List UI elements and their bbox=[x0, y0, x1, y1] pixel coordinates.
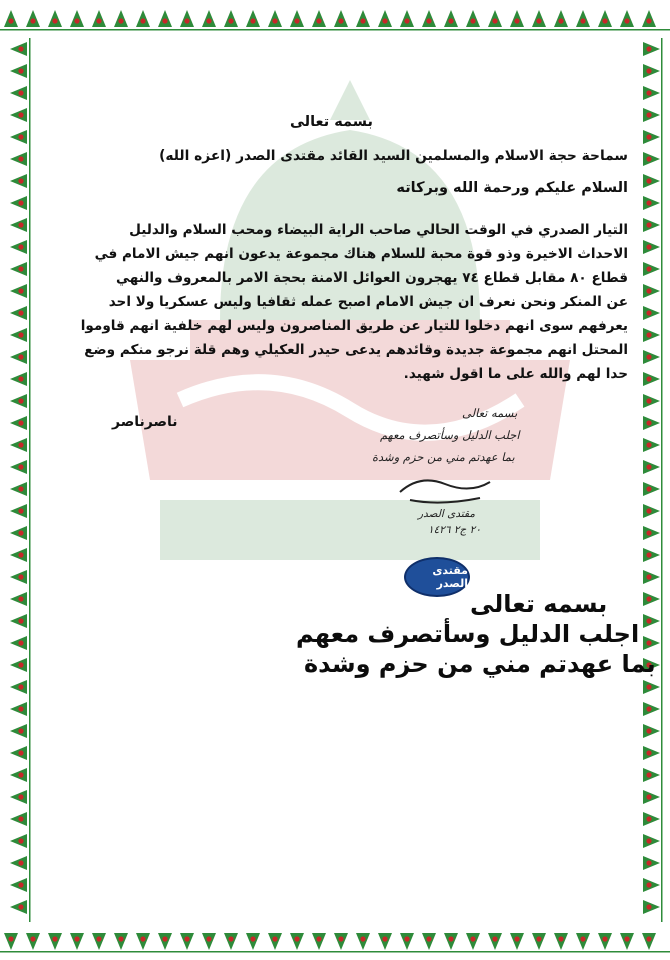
border-motif bbox=[532, 10, 546, 27]
border-motif bbox=[10, 196, 27, 210]
border-motif bbox=[466, 933, 480, 950]
border-motif bbox=[400, 933, 414, 950]
border-motif bbox=[334, 10, 348, 27]
border-motif bbox=[10, 768, 27, 782]
handwritten-signature-mark bbox=[390, 470, 500, 510]
border-motif bbox=[10, 658, 27, 672]
border-motif bbox=[312, 10, 326, 27]
border-motif bbox=[554, 933, 568, 950]
ornamental-border-bottom bbox=[0, 922, 670, 960]
border-motif bbox=[510, 933, 524, 950]
border-motif bbox=[643, 350, 660, 364]
border-motif bbox=[643, 240, 660, 254]
border-motif bbox=[10, 900, 27, 914]
border-motif bbox=[643, 834, 660, 848]
border-motif bbox=[10, 86, 27, 100]
border-motif bbox=[10, 856, 27, 870]
border-motif bbox=[620, 933, 634, 950]
border-motif bbox=[620, 10, 634, 27]
border-motif bbox=[10, 108, 27, 122]
border-motif bbox=[576, 10, 590, 27]
border-motif bbox=[643, 614, 660, 628]
border-motif bbox=[510, 10, 524, 27]
body-line: المحتل انهم مجموعة جديدة وقائدهم يدعى حيدر العكيلي وهم قلة نرجو منكم وضع bbox=[84, 342, 628, 358]
border-motif bbox=[643, 438, 660, 452]
border-motif bbox=[576, 933, 590, 950]
border-motif bbox=[10, 328, 27, 342]
border-motif bbox=[202, 10, 216, 27]
handwritten-date: ٢٠ ج٢ ١٤٢٦ bbox=[428, 524, 481, 536]
border-motif bbox=[10, 834, 27, 848]
border-motif bbox=[70, 10, 84, 27]
border-motif bbox=[10, 548, 27, 562]
border-motif bbox=[4, 10, 18, 27]
border-motif bbox=[643, 262, 660, 276]
border-motif bbox=[290, 10, 304, 27]
border-motif bbox=[643, 680, 660, 694]
border-motif bbox=[290, 933, 304, 950]
border-motif bbox=[444, 10, 458, 27]
border-motif bbox=[488, 10, 502, 27]
border-motif bbox=[444, 933, 458, 950]
border-motif bbox=[10, 592, 27, 606]
border-motif bbox=[422, 10, 436, 27]
border-motif bbox=[10, 394, 27, 408]
border-motif bbox=[26, 10, 40, 27]
border-motif bbox=[10, 306, 27, 320]
border-motif bbox=[642, 10, 656, 27]
border-motif bbox=[488, 933, 502, 950]
border-motif bbox=[643, 856, 660, 870]
border-motif bbox=[10, 174, 27, 188]
border-motif bbox=[10, 284, 27, 298]
border-motif bbox=[356, 10, 370, 27]
border-motif bbox=[92, 10, 106, 27]
sender-signature: ناصرناصر bbox=[112, 414, 178, 430]
border-motif bbox=[224, 10, 238, 27]
border-motif bbox=[643, 746, 660, 760]
border-motif bbox=[202, 933, 216, 950]
border-motif bbox=[643, 108, 660, 122]
border-motif bbox=[10, 42, 27, 56]
border-motif bbox=[48, 933, 62, 950]
border-motif bbox=[400, 10, 414, 27]
ornamental-border-left bbox=[0, 38, 38, 922]
border-motif bbox=[70, 933, 84, 950]
reply-line: بما عهدتم مني من حزم وشدة bbox=[304, 650, 656, 678]
border-motif bbox=[643, 878, 660, 892]
border-motif bbox=[158, 10, 172, 27]
border-motif bbox=[643, 900, 660, 914]
border-motif bbox=[643, 768, 660, 782]
border-motif bbox=[643, 790, 660, 804]
border-motif bbox=[10, 438, 27, 452]
border-motif bbox=[643, 702, 660, 716]
border-motif bbox=[10, 460, 27, 474]
border-motif bbox=[92, 933, 106, 950]
body-line: حدا لهم والله على ما اقول شهيد. bbox=[403, 366, 628, 382]
border-motif bbox=[643, 306, 660, 320]
border-motif bbox=[643, 724, 660, 738]
border-motif bbox=[643, 64, 660, 78]
border-motif bbox=[378, 933, 392, 950]
border-motif bbox=[10, 130, 27, 144]
border-motif bbox=[422, 933, 436, 950]
border-motif bbox=[642, 933, 656, 950]
border-motif bbox=[643, 636, 660, 650]
border-motif bbox=[114, 933, 128, 950]
border-motif bbox=[180, 933, 194, 950]
border-motif bbox=[334, 933, 348, 950]
border-motif bbox=[643, 218, 660, 232]
border-motif bbox=[26, 933, 40, 950]
border-motif bbox=[158, 933, 172, 950]
border-motif bbox=[643, 812, 660, 826]
border-motif bbox=[10, 218, 27, 232]
border-motif bbox=[598, 933, 612, 950]
border-motif bbox=[10, 790, 27, 804]
addressee-line: سماحة حجة الاسلام والمسلمين السيد القائد مقتدى الصدر (اعزه الله) bbox=[159, 148, 628, 164]
border-motif bbox=[466, 10, 480, 27]
border-motif bbox=[10, 614, 27, 628]
border-motif bbox=[246, 933, 260, 950]
handwritten-basmala: بسمه تعالى bbox=[462, 406, 518, 420]
body-line: يعرفهم سوى انهم دخلوا للتيار عن طريق المناصرون وليس لهم خلفية انهم قاوموا bbox=[80, 318, 628, 334]
border-motif bbox=[10, 350, 27, 364]
body-line: الاحداث الاخيرة وذو قوة محبة للسلام هناك مجموعة يدعون انهم جيش الامام في bbox=[94, 246, 628, 262]
ornamental-border-right bbox=[632, 38, 670, 922]
border-motif bbox=[10, 416, 27, 430]
body-line: عن المنكر ونحن نعرف ان جيش الامام اصبح عمله ثقافيا وليس عسكريا ولا احد bbox=[108, 294, 628, 310]
border-motif bbox=[643, 460, 660, 474]
handwritten-signer-name: مقتدى الصدر bbox=[418, 508, 475, 520]
border-motif bbox=[643, 42, 660, 56]
border-motif bbox=[10, 636, 27, 650]
border-motif bbox=[356, 933, 370, 950]
border-motif bbox=[643, 548, 660, 562]
border-motif bbox=[246, 10, 260, 27]
border-motif bbox=[378, 10, 392, 27]
border-motif bbox=[4, 933, 18, 950]
dome-watermark-logo bbox=[70, 60, 630, 620]
handwritten-line: بما عهدتم مني من حزم وشدة bbox=[372, 450, 515, 464]
border-motif bbox=[643, 504, 660, 518]
ornamental-border-top bbox=[0, 0, 670, 38]
border-motif bbox=[643, 526, 660, 540]
border-motif bbox=[532, 933, 546, 950]
border-motif bbox=[643, 130, 660, 144]
border-motif bbox=[10, 746, 27, 760]
border-motif bbox=[136, 10, 150, 27]
handwritten-line: اجلب الدليل وسأتصرف معهم bbox=[380, 428, 520, 442]
border-motif bbox=[643, 416, 660, 430]
border-motif bbox=[268, 10, 282, 27]
border-motif bbox=[136, 933, 150, 950]
border-motif bbox=[10, 482, 27, 496]
border-motif bbox=[114, 10, 128, 27]
basmala-heading: بسمه تعالى bbox=[290, 114, 373, 130]
body-line: قطاع ٨٠ مقابل قطاع ٧٤ يهجرون العوائل الامنة بحجة الامر بالمعروف والنهي bbox=[115, 270, 628, 286]
border-motif bbox=[312, 933, 326, 950]
border-motif bbox=[10, 812, 27, 826]
border-motif bbox=[643, 570, 660, 584]
body-line: التيار الصدري في الوقت الحالي صاحب الراية البيضاء ومحب السلام والدليل bbox=[129, 222, 628, 238]
border-motif bbox=[643, 592, 660, 606]
reply-line: اجلب الدليل وسأتصرف معهم bbox=[296, 620, 640, 648]
border-motif bbox=[643, 482, 660, 496]
border-motif bbox=[10, 724, 27, 738]
border-motif bbox=[10, 680, 27, 694]
border-motif bbox=[643, 86, 660, 100]
blue-seal-stamp: مقتدى الصدر bbox=[404, 557, 470, 597]
border-motif bbox=[268, 933, 282, 950]
border-motif bbox=[180, 10, 194, 27]
border-motif bbox=[643, 328, 660, 342]
border-motif bbox=[10, 372, 27, 386]
border-motif bbox=[643, 174, 660, 188]
border-motif bbox=[598, 10, 612, 27]
border-motif bbox=[10, 526, 27, 540]
reply-basmala: بسمه تعالى bbox=[470, 590, 608, 618]
border-motif bbox=[10, 152, 27, 166]
border-motif bbox=[643, 372, 660, 386]
border-motif bbox=[10, 878, 27, 892]
border-motif bbox=[10, 702, 27, 716]
border-motif bbox=[224, 933, 238, 950]
border-motif bbox=[10, 570, 27, 584]
border-motif bbox=[48, 10, 62, 27]
border-motif bbox=[10, 64, 27, 78]
border-motif bbox=[643, 394, 660, 408]
border-motif bbox=[554, 10, 568, 27]
border-motif bbox=[10, 240, 27, 254]
border-motif bbox=[643, 196, 660, 210]
border-motif bbox=[643, 152, 660, 166]
greeting-line: السلام عليكم ورحمة الله وبركاته bbox=[396, 180, 628, 196]
border-motif bbox=[643, 284, 660, 298]
border-motif bbox=[10, 504, 27, 518]
border-motif bbox=[10, 262, 27, 276]
